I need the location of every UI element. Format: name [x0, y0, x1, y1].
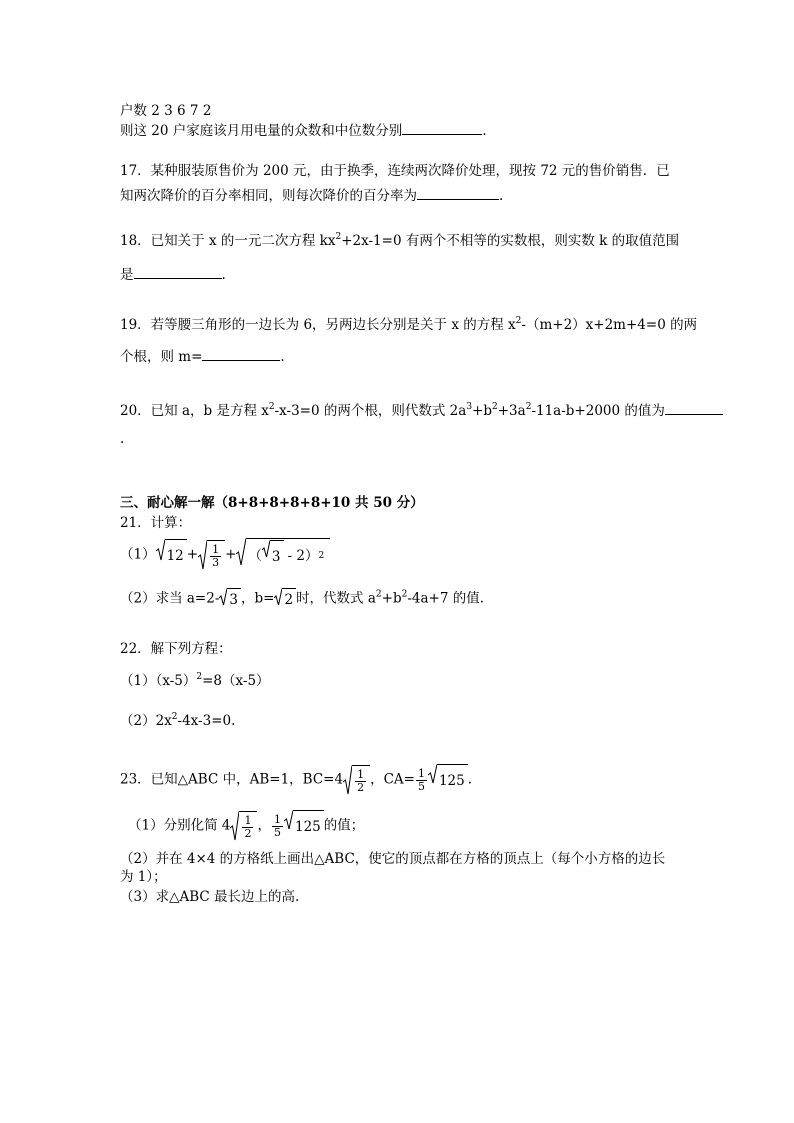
- question-20-line1: 20．已知 a，b 是方程 $x^2-x-3=0$ 的两个根，则代数式 $2a^3+b^2+3a^2-11a-b+2000$ 的值为: [120, 400, 723, 420]
- question-18-line1: 18．已知关于 x 的一元二次方程 $kx^2+2x-1=0$ 有两个不相等的实数根，则实数 k 的取值范围: [120, 232, 680, 249]
- question-17-line2: 知两次降价的百分率相同，则每次降价的百分率为 .: [120, 185, 503, 205]
- question-19-line1: 19．若等腰三角形的一边长为 6，另两边长分别是关于 x 的方程 $x^2-(m+2)x+2m+4=0$ 的两: [120, 316, 698, 333]
- question-21-part1: （1） 12 + $\frac{1}{3}$ + （ 3 - 2） 2: [120, 538, 330, 572]
- question-21-title: 21．计算：: [120, 515, 192, 531]
- question-19-line2: 个根，则 m= .: [120, 346, 285, 366]
- question-18-line2: 是 .: [120, 264, 226, 284]
- sqrt-one-half: [230, 811, 257, 841]
- fraction-one-half: $\frac{1}{2}$: [357, 767, 365, 794]
- sqrt-one-half: [343, 765, 370, 795]
- table-row-households: 户数 2 3 6 7 2: [120, 103, 212, 119]
- question-23-part1: （1）分别化简 4 $\frac{1}{2}$ ， $\frac{1}{5}$ 125 的值；: [128, 810, 364, 842]
- question-16-tail: 则这 20 户家庭该月用电量的众数和中位数分别 .: [120, 120, 487, 140]
- question-22-part1: $(1)(x-5)^2=8(x-5)$: [120, 672, 270, 689]
- question-17-line1: 17．某种服装原售价为 200 元，由于换季，连续两次降价处理，现按 72 元的售价销售．已: [120, 163, 670, 179]
- sqrt-12: 12: [156, 539, 187, 571]
- fraction-one-third: $\frac{1}{3}$: [212, 542, 220, 569]
- question-23-part3: （3）求△ABC 最长边上的高.: [120, 889, 300, 905]
- question-20-line2: .: [120, 431, 125, 447]
- sqrt-one-third: [198, 540, 225, 570]
- sqrt-outer: （ 3 - 2） 2: [236, 538, 330, 572]
- question-22-part2: $(2)2x^2-4x-3=0$.: [120, 712, 236, 729]
- question-23-line1: 23．已知△ABC 中，AB=1，BC=4 $\frac{1}{2}$ ，CA= $\frac{1}{5}$ 125 .: [120, 764, 472, 796]
- sqrt-125: 125: [428, 764, 468, 796]
- answer-blank[interactable]: [402, 120, 482, 135]
- fraction-one-half: $\frac{1}{2}$: [244, 813, 252, 840]
- question-23-part2-line2: 为 1）；: [120, 869, 167, 885]
- answer-blank[interactable]: [134, 264, 222, 279]
- fraction-one-fifth: $\frac{1}{5}$: [417, 766, 425, 793]
- section-3-heading: 三、耐心解一解（8+8+8+8+8+10 共 50 分）: [120, 495, 424, 511]
- question-23-part2-line1: （2）并在 4×4 的方格纸上画出△ABC，使它的顶点都在方格的顶点上（每个小方格的边长: [120, 851, 666, 867]
- sqrt-3: 3: [219, 588, 241, 610]
- answer-blank[interactable]: [417, 185, 499, 200]
- answer-blank[interactable]: [202, 346, 280, 361]
- question-22-title: 22．解下列方程：: [120, 641, 232, 657]
- sqrt-125: 125: [284, 810, 324, 842]
- fraction-one-fifth: $\frac{1}{5}$: [273, 812, 281, 839]
- question-21-part2: （2）求当 a=2- 3 ，b= 2 时，代数式 $a^2+b^2-4a+7$ 的值.: [120, 589, 485, 608]
- sqrt-3-inner: 3: [262, 540, 284, 572]
- sqrt-2: 2: [274, 588, 296, 610]
- answer-blank[interactable]: [665, 400, 723, 415]
